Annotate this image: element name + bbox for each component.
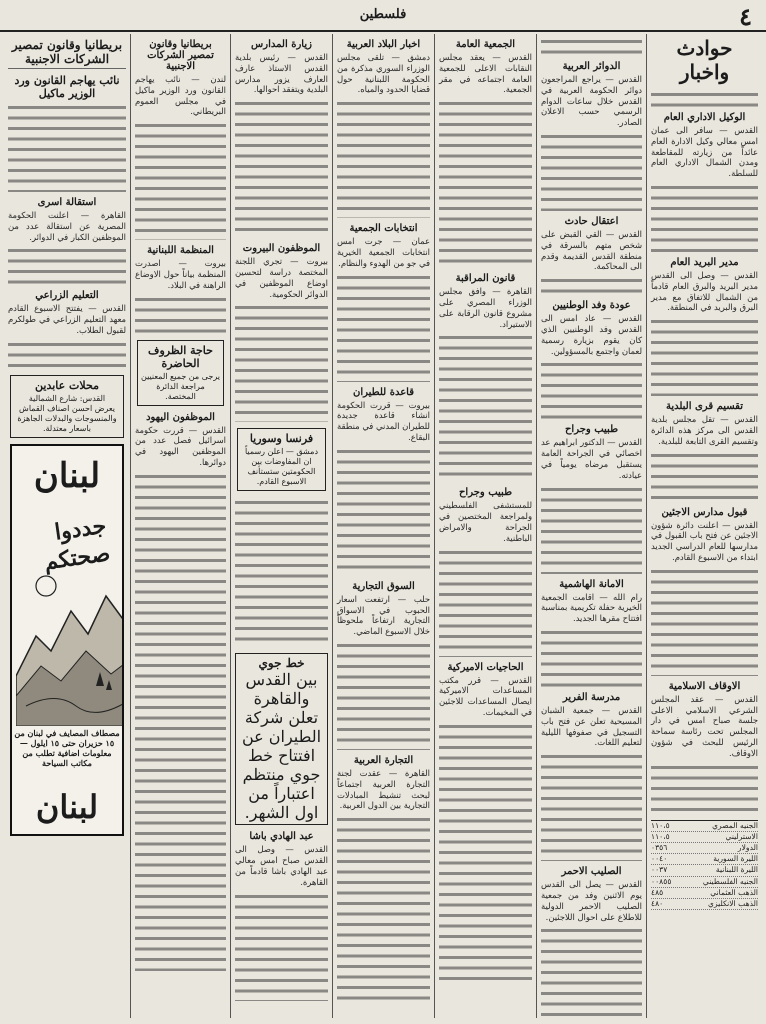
text-filler [337,272,430,382]
banner-title: حوادث واخبار [676,36,733,84]
text-filler [651,182,758,252]
item-head: الاوقاف الاسلامية [668,680,741,692]
item-head: قانون المراقبة [455,273,516,285]
item-head: الصليب الاحمر [561,866,622,878]
item-text: دمشق — تلقى مجلس الوزراء السوري مذكرة من الحكومة اللبنانية حول قضايا الحدود والمياه. [337,52,430,95]
table-row: الذهب العثماني ٤٨٥ [651,888,758,899]
item-text: بيروت — تجري اللجنة المختصة دراسة لتحسين اوضاع الموظفين في الدوائر الحكومية. [235,256,328,299]
item-head: طبيب وجراح [458,487,513,499]
item-text: القدس — يراجع المراجعون دوائر الحكومة العربية في القدس خلال ساعات الدوام الرسمي حسب الاعلان الصادر. [541,74,642,128]
text-filler [541,925,642,1018]
text-filler [439,547,532,657]
item-head: الحاجيات الاميركية [447,661,524,673]
table-row: الدولار ٠٣٥٦ [651,843,758,854]
item-text: القدس — الدكتور ابراهيم عد اخصائي في الجراحة العامة يستقبل مرضاه يومياً في عيادته. [541,437,642,480]
item-head: الموظفون اليهود [146,411,215,423]
item-text: القدس — يعقد مجلس النقابات الاعلى للجمعية العامة اجتماعه في مقر الجمعية. [439,52,532,95]
notice-text: دمشق — اعلن رسمياً ان المفاوضات بين الحكومتين ستستأنف الاسبوع القادم. [244,447,319,487]
item-head: السوق التجارية [352,580,415,592]
text-filler [135,294,226,334]
text-filler [8,102,126,192]
item-head: التجارة العربية [353,754,414,766]
text-filler [8,339,126,369]
ad-bottom-title: لبنان [35,787,99,826]
item-text: القدس — يصل الى القدس يوم الاثنين وفد من جمعية الصليب الاحمر الدولية للاطلاع على احوال اللاجئين. [541,879,642,922]
text-filler [541,359,642,419]
item-text: القدس — جمعية الشبان المسيحية تعلن عن فتح باب التسجيل في صفوفها الليلية لتعليم اللغات. [541,704,642,748]
text-filler [651,89,758,107]
item-head: انتخابات الجمعية [349,223,418,235]
item-head: الموظفون البيروت [242,243,321,255]
item-head: قاعدة للطيران [353,386,414,398]
item-text: رام الله — اقامت الجمعية الخيرية حفلة تكريمية بمناسبة افتتاح مقرها الجديد. [541,591,642,624]
text-filler [541,484,642,574]
item-text: للمستشفى الفلسطيني ولمراجعة المختصين في الجراحة والامراض الباطنية. [439,500,532,543]
item-text: بيروت — اصدرت المنظمة بياناً حول الاوضاع الراهنة في البلاد. [135,258,226,290]
column-5 [230,34,332,1018]
text-filler [235,497,328,647]
table-row: الجنيه المصري ١١٠،٥ [651,821,758,832]
item-text: القاهرة — وافق مجلس الوزراء المصري على مشروع قانون الرقابة على الاستيراد. [439,286,532,329]
text-filler [337,446,430,576]
item-head: مدرسة الفرير [562,691,621,703]
item-head: طبيب وجراح [564,424,619,436]
table-row: الليرة السورية ٠٠٤٠ [651,854,758,865]
item-text: بيروت — قررت الحكومة انشاء قاعدة جديدة للطيران المدني في منطقة البقاع. [337,399,430,442]
item-head: الامانة الهاشمية [559,578,624,590]
notice-subtitle: بين القدس والقاهرة [245,670,318,709]
item-head: قبول مدارس الاجئين [661,506,748,518]
newspaper-title: فلسطين [359,7,407,22]
ad-slogan: جددوا صحتكم [42,512,112,576]
text-filler [337,814,430,1004]
item-head: الوكيل الاداري العام [663,112,746,123]
lebanon-tourism-ad [10,444,124,836]
ad-title: لبنان [33,455,101,496]
item-head: اخبار البلاد العربية [346,39,421,50]
notice-subtitle: القدس: شارع الشمالية [28,393,106,403]
ad-footer-text: مصطاف المصايف في لبنان من ١٥ حزيران حتى ١٥ ايلول — معلومات اضافية تطلب من مكاتب السياحة [14,727,120,768]
notice-title: خط جوي [258,656,305,671]
notice-title: فرنسا وسوريا [249,432,314,446]
table-row: الذهب الانكليزي ٤٨٠ [651,899,758,910]
text-filler [235,98,328,238]
item-text: القاهرة — اعلنت الحكومة المصرية عن استقالة عدد من الموظفين الكبار في الدوائر. [8,210,126,242]
text-filler [541,751,642,861]
notice-text: يعرض احسن اصناف القماش والمنسوجات والبدلات الجاهزة باسعار معتدلة. [17,403,117,433]
notice-text: يرجى من جميع المعنيين مراجعة الدائرة المختصة. [141,371,220,401]
text-filler [337,98,430,218]
masthead [0,0,766,32]
air-line-notice [235,653,328,825]
column-3 [434,34,536,1018]
item-text: عمان — جرت امس انتخابات الجمعية الخيرية في جو من الهدوء والنظام. [337,236,430,268]
text-filler [439,98,532,268]
text-filler [541,627,642,687]
notice-box [237,428,326,491]
shop-notice-box [10,375,124,438]
text-filler [541,131,642,211]
item-head: المنظمة اللبنانية [147,245,214,257]
item-text: القدس — القي القبض على شخص متهم بالسرقة في منطقة القدس القديمة وقدم الى المحاكمة. [541,228,642,272]
table-row: الجنيه الفلسطيني ٠٠٨٥٥ [651,877,758,888]
table-row: الليرة اللبنانية ٠٠٣٧ [651,865,758,876]
item-head: اعتقال حادث [564,215,619,227]
text-filler [651,762,758,814]
table-row: الاسترليني ١١٠،٥ [651,832,758,843]
item-head: عودة وفد الوطنيين [552,300,631,312]
exchange-rates-table [651,820,758,911]
item-text: القدس — قرر مكتب المساعدات الاميركية ايصال المساعدات للاجئين في المخيمات. [439,674,532,717]
subheadline: نائب يهاجم القانون ورد الوزير ماكيل [14,74,120,100]
text-filler [651,450,758,502]
column-4 [332,34,434,1018]
text-filler [541,36,642,56]
item-head: زيارة المدارس [251,39,312,50]
item-text: القدس — سافر الى عمان امس معالي وكيل الادارة العام عائداً من زيارته للمقاطعة ومدن الشمال الاداري العام للسلطة. [651,125,758,179]
item-text: القدس — وصل الى القدس مدير البريد والبرق العام قادماً من الشمال للاتفاق مع مدير البرق والبريد في المنطقة. [651,269,758,313]
item-head: استقالة اسرى [37,197,97,208]
notice-box [137,340,224,406]
item-head: مدير البريد العام [670,256,739,268]
text-filler [235,302,328,422]
item-text: القدس — قررت حكومة اسرائيل فصل عدد من الموظفين اليهود في دوائرها. [135,424,226,467]
item-head: الجمعية العامة [455,39,516,50]
mountain-landscape-illustration [16,556,124,726]
item-head: تقسيم قرى البلدية [665,401,744,413]
column-6 [130,34,230,1018]
notice-title: حاجة الظروف الحاضرة [148,343,213,370]
text-filler [439,721,532,981]
text-filler [651,316,758,396]
item-text: القدس — تقل مجلس بلدية القدس الى مركز هذه الدائرة وتقسيم القرى التابعة للبلدية. [651,414,758,446]
item-head: الدوائر العربية [562,61,621,72]
text-filler [135,471,226,971]
item-text: لندن — نائب يهاجم القانون ورد الوزير ماكيل في مجلس العموم البريطاني. [135,74,226,117]
text-filler [8,245,126,285]
notice-title: محلات عابدين [35,378,99,392]
text-filler [651,566,758,676]
item-text: القدس — عقد المجلس الشرعي الاسلامي الاعلى جلسة صباح امس في دار المجلس تحت رئاسة سماحة الرئيس للبحث في شؤون الاوقاف. [651,693,758,758]
headline: بريطانيا وقانون تمصير الشركات الاجنبية [8,38,126,69]
item-text: القدس — وصل الى القدس صباح امس معالي عبد الهادي باشا قادماً من القاهرة. [235,844,328,887]
page-number: ٤ [739,2,752,31]
text-filler [235,891,328,1001]
column-7 [4,34,130,1018]
item-head: عبد الهادي باشا [249,831,314,843]
item-text: القدس — اعلنت دائرة شؤون الاجئين عن فتح باب القبول في مدارسها للعام الدراسي الجديد ابتداء من الاسبوع القادم. [651,519,758,562]
item-text: القدس — رئيس بلدية القدس الاستاذ عارف العارف يزور مدارس البلدية ويتفقد احوالها. [235,52,328,95]
item-head: التعليم الزراعي [35,290,99,302]
column-2 [536,34,646,1018]
item-text: القدس — عاد امس الى القدس وفد الوطنيين الذي كان يقوم بزيارة رسمية لعمان واجتمع بالمسؤولين. [541,313,642,356]
column-1 [646,34,762,1018]
notice-text: تعلن شركة الطيران عن افتتاح خط جوي منتظم اعتباراً من اول الشهر. [241,708,322,823]
item-text: حلب — ارتفعت اسعار الحبوب في الاسواق التجارية ارتفاعاً ملحوظاً خلال الاسبوع الماضي. [337,593,430,637]
item-text: القدس — يفتتح الاسبوع القادم معهد التعليم الزراعي في طولكرم لقبول الطلاب. [8,303,126,335]
text-filler [541,275,642,295]
text-filler [439,332,532,482]
item-head: بريطانيا وقانون تمصير الشركات الاجنبية [147,39,214,72]
text-filler [337,640,430,750]
text-filler [135,120,226,240]
item-text: القاهرة — عقدت لجنة التجارة العربية اجتماعاً لبحث تنشيط المبادلات التجارية بين الدول العربية. [337,767,430,811]
